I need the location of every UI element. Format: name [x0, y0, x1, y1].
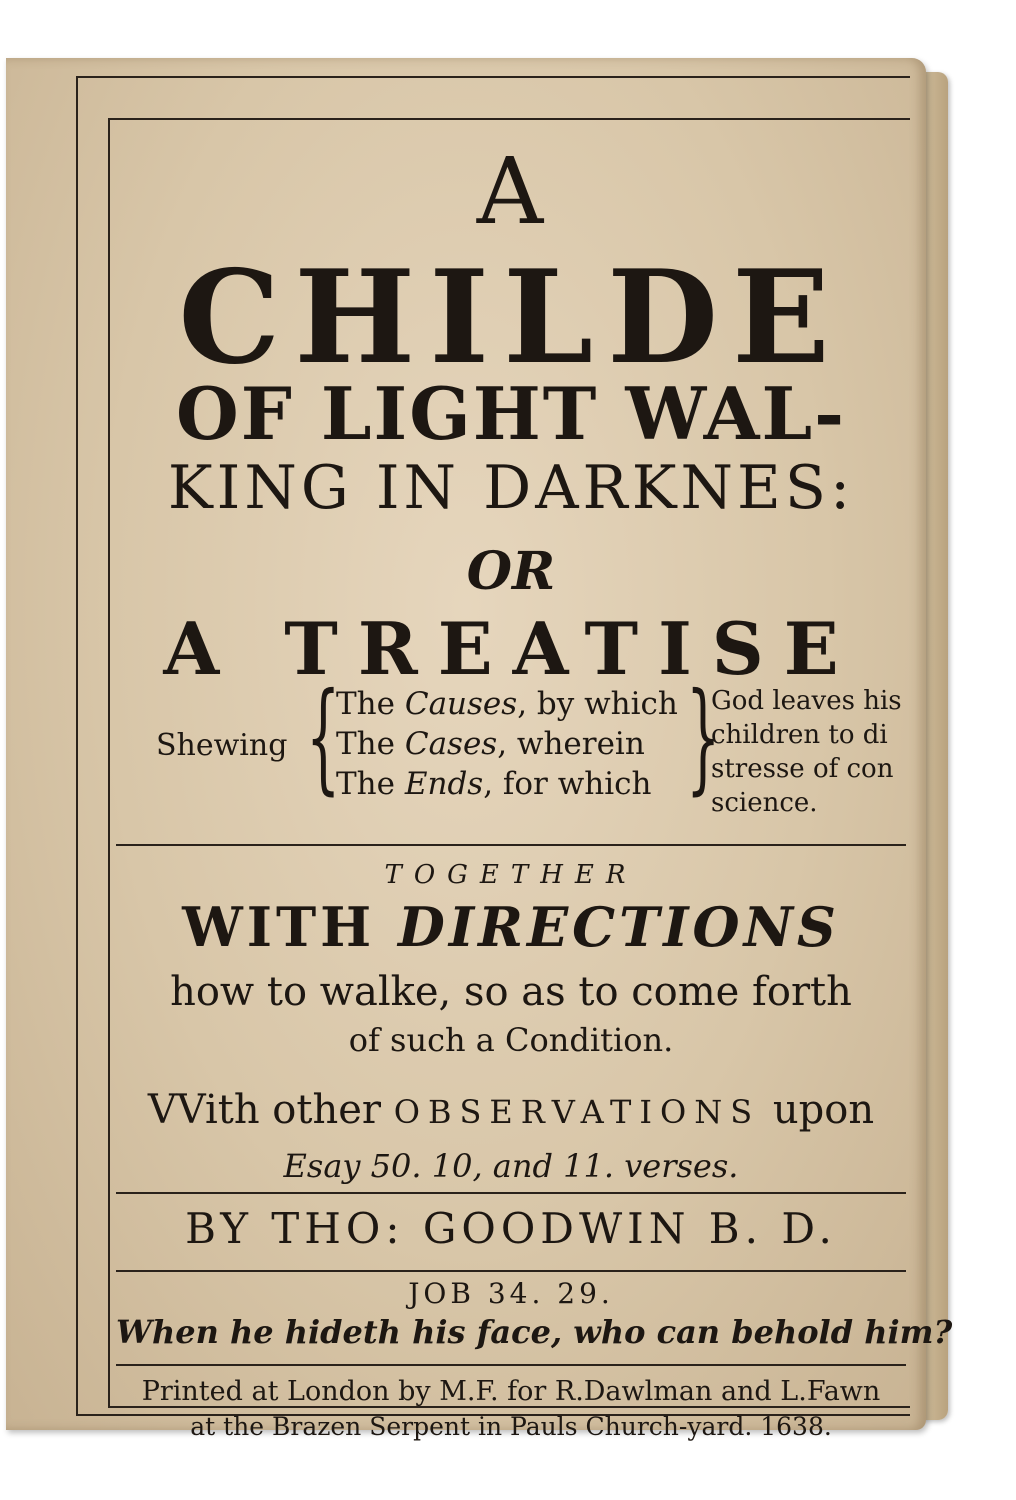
observations-line: VVith other OBSERVATIONS upon	[147, 1087, 875, 1133]
brace-item: The Cases, wherein	[336, 726, 645, 762]
brace-item: The Ends, for which	[336, 766, 652, 802]
divider-rule	[116, 1192, 906, 1194]
divider-rule	[116, 844, 906, 846]
esay-line: Esay 50. 10, and 11. verses.	[283, 1147, 739, 1185]
scripture-reference: JOB 34. 29.	[408, 1277, 614, 1310]
with-directions-line: WITH DIRECTIONS	[182, 895, 840, 959]
brace-item: The Causes, by which	[336, 686, 678, 722]
title-or: OR	[466, 541, 556, 602]
divider-rule	[116, 1364, 906, 1366]
together-line: TOGETHER	[384, 860, 638, 890]
title-page	[6, 58, 953, 1441]
such-condition-line: of such a Condition.	[348, 1021, 674, 1059]
imprint-line: Printed at London by M.F. for R.Dawlman and L.Fawn	[141, 1376, 881, 1407]
imprint-address-line: at the Brazen Serpent in Pauls Church-yard. 1638.	[190, 1412, 832, 1441]
divider-rule	[116, 1270, 906, 1272]
left-brace: {	[306, 668, 341, 807]
scripture-quote: When he hideth his face, who can behold him?	[116, 1313, 953, 1351]
brace-list	[336, 684, 678, 804]
title-king: KING IN DARKNES:	[167, 453, 855, 523]
title-a: A	[476, 138, 546, 245]
title-treatise: A TREATISE	[163, 606, 859, 691]
shewing-label: Shewing	[156, 728, 288, 763]
how-to-walke-line: how to walke, so as to come forth	[170, 969, 852, 1015]
god-leaves-text: God leaves his children to di stresse of con science.	[711, 686, 902, 818]
author-line: BY THO: GOODWIN B. D.	[185, 1204, 837, 1253]
title-childe: CHILDE	[178, 243, 844, 393]
right-brace: }	[686, 668, 721, 807]
title-of-light: OF LIGHT WAL-	[176, 371, 846, 456]
